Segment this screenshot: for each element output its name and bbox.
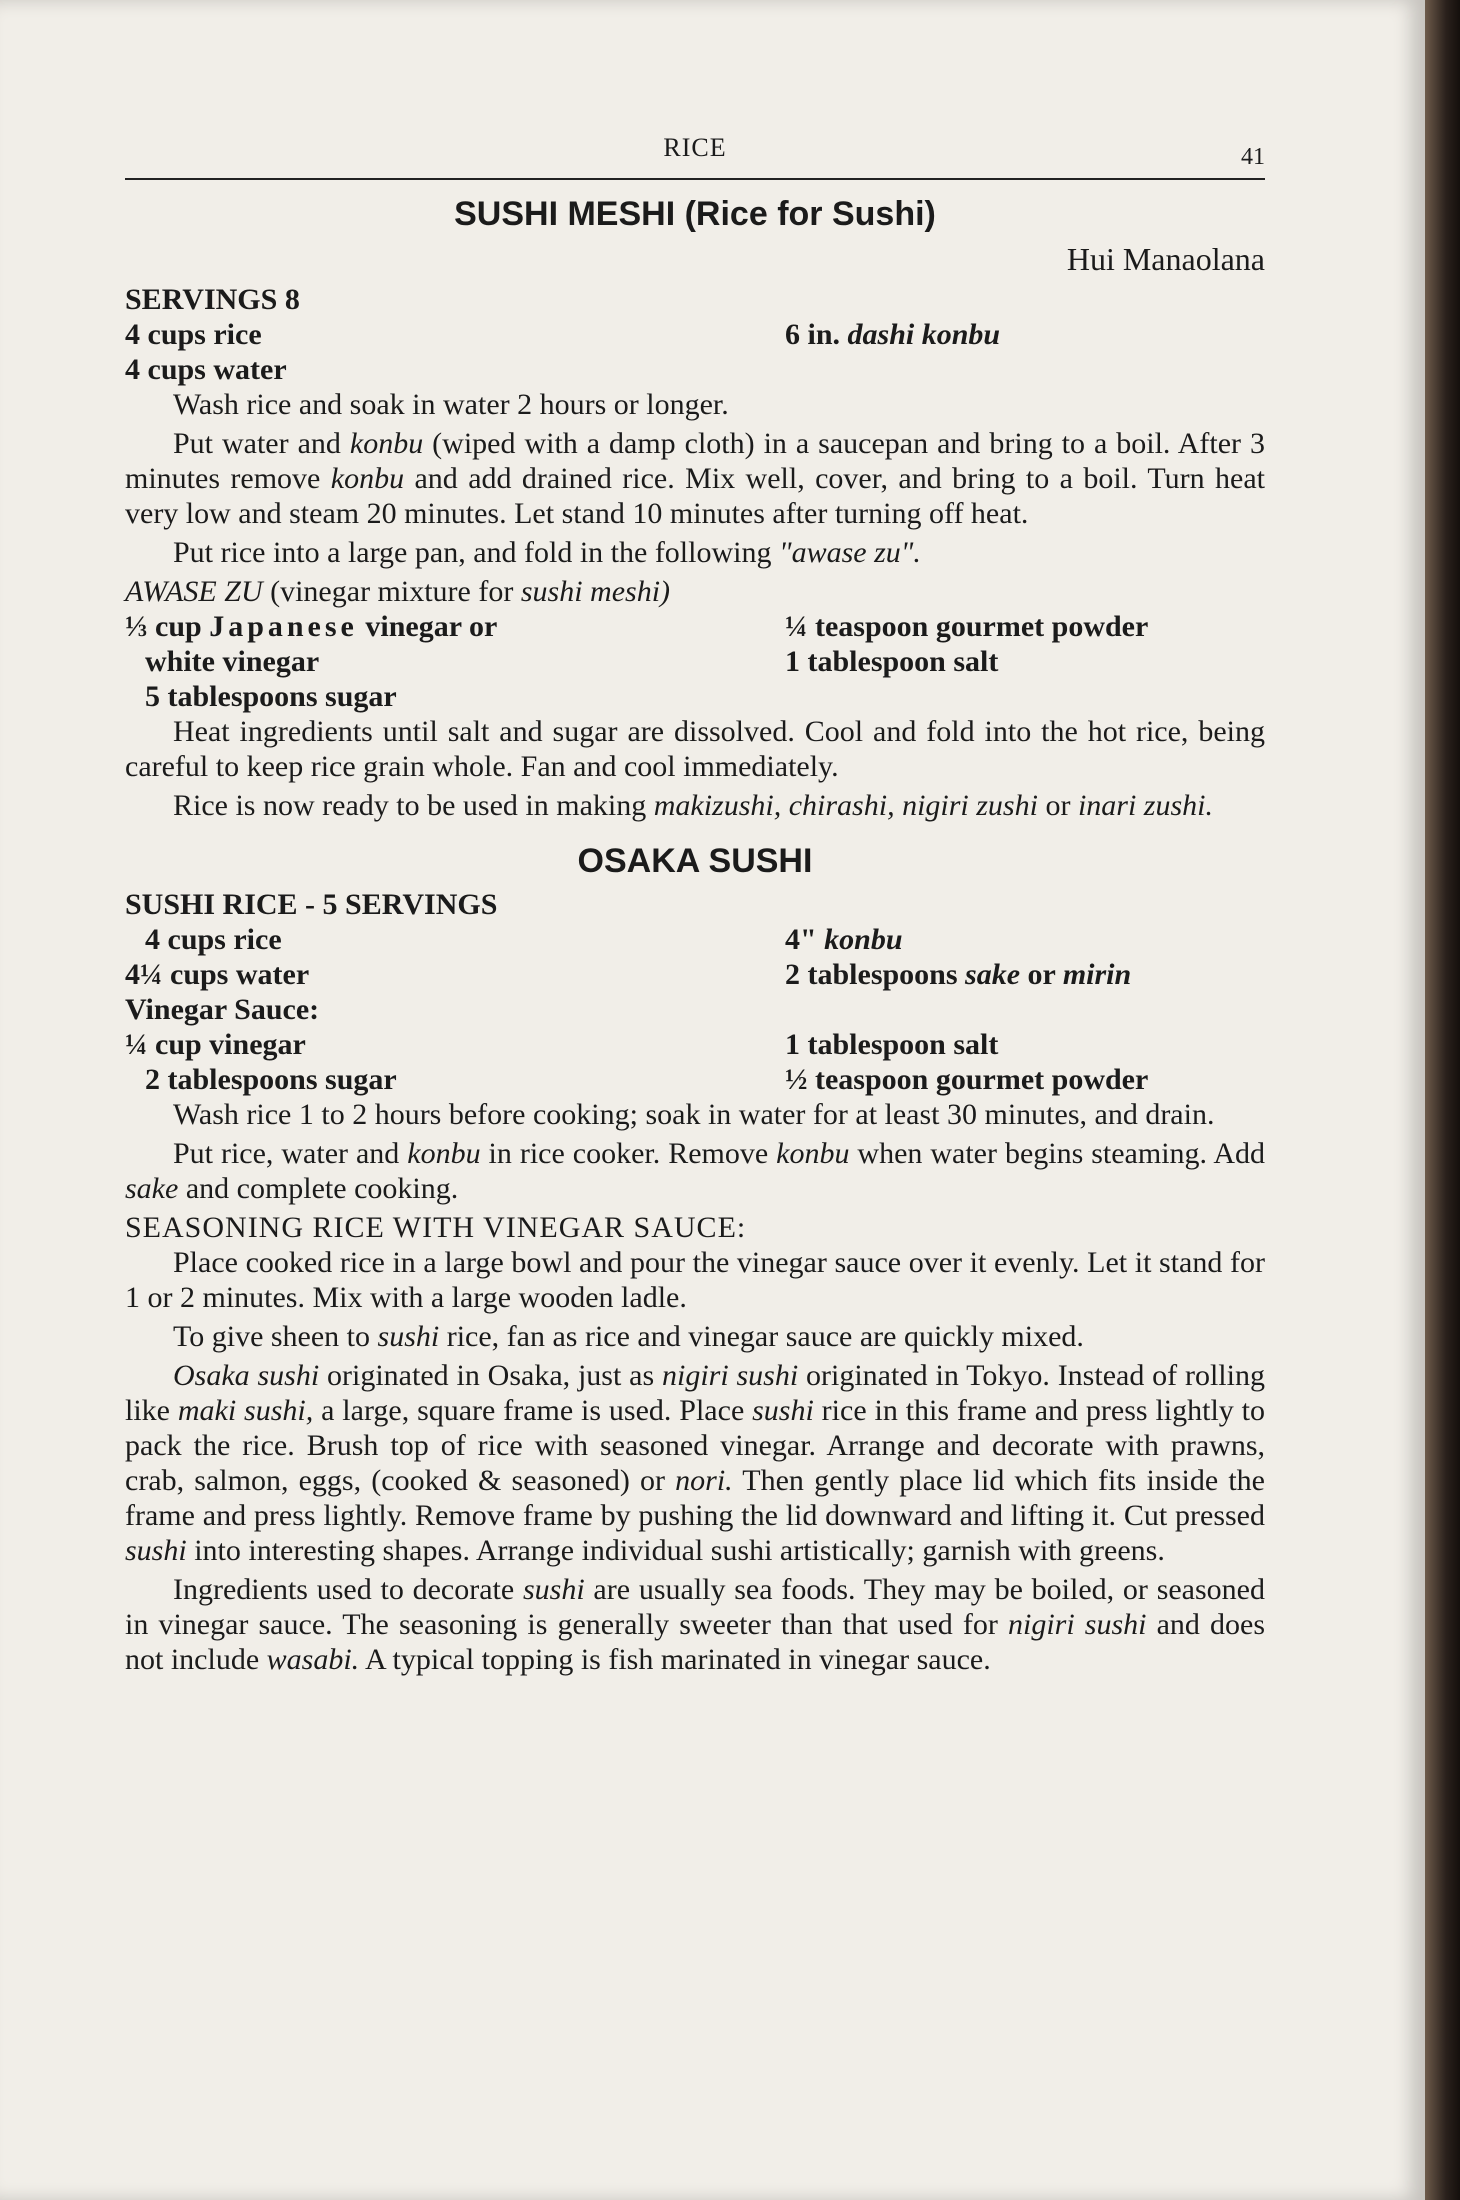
running-header <box>125 130 1265 172</box>
osaka-ingredients <box>125 887 1265 1097</box>
page-number: 41 <box>1241 144 1265 170</box>
instruction-heat: Heat ingredients until salt and sugar are dissolved. Cool and fold into the hot rice, being careful to keep rice grain whole. Fan and cool immediately. <box>125 715 1265 783</box>
seasoning-heading: SEASONING RICE WITH VINEGAR SAUCE: <box>125 1211 747 1244</box>
osaka-instruction-season: Place cooked rice in a large bowl and pour the vinegar sauce over it evenly. Let it stand for 1 or 2 minutes. Mix with a large wooden ladle. <box>125 1246 1265 1314</box>
osaka-ingredient-gourmet: ½ teaspoon gourmet powder <box>785 1063 1149 1096</box>
header-rule <box>125 178 1265 180</box>
awase-ingredients <box>125 609 1265 714</box>
servings-label: SERVINGS 8 <box>125 283 300 316</box>
instruction-fold: Put rice into a large pan, and fold in the following "awase zu". <box>173 536 921 569</box>
ingredient-rice: 4 cups rice <box>125 318 262 351</box>
osaka-ingredient-vinegar: ¼ cup vinegar <box>125 1028 306 1061</box>
instruction-soak: Wash rice and soak in water 2 hours or longer. <box>173 388 729 421</box>
osaka-ingredient-sugar: 2 tablespoons sugar <box>145 1063 397 1096</box>
osaka-ingredient-rice: 4 cups rice <box>145 923 282 956</box>
ingredient-sugar: 5 tablespoons sugar <box>145 680 397 713</box>
osaka-ingredient-konbu: 4" konbu <box>785 923 903 956</box>
page-content <box>125 130 1265 1681</box>
ingredients-block <box>125 282 1265 387</box>
instruction-boil: Put water and konbu (wiped with a damp cloth) in a saucepan and bring to a boil. After 3 minutes remove konbu and add drained rice. Mix well, cover, and bring to a boil. Turn heat very low and steam 20 minutes. Let stand 10 minutes after turning off heat. <box>125 427 1265 530</box>
osaka-instruction-cook: Put rice, water and konbu in rice cooker. Remove konbu when water begins steaming. Add sake and complete cooking. <box>125 1137 1266 1205</box>
book-spine-edge <box>1425 0 1460 2200</box>
running-title: RICE <box>663 133 727 162</box>
ingredient-gourmet-powder: ¼ teaspoon gourmet powder <box>785 610 1149 643</box>
osaka-instruction-wash: Wash rice 1 to 2 hours before cooking; soak in water for at least 30 minutes, and drain. <box>173 1098 1215 1131</box>
recipe-title-osaka-sushi: OSAKA SUSHI <box>577 842 813 880</box>
awase-zu-heading: AWASE ZU (vinegar mixture for sushi meshi) <box>125 575 671 608</box>
ingredient-white-vinegar: white vinegar <box>145 645 320 678</box>
instruction-ready: Rice is now ready to be used in making makizushi, chirashi, nigiri zushi or inari zushi. <box>173 789 1213 822</box>
osaka-servings: SUSHI RICE - 5 SERVINGS <box>125 888 498 921</box>
recipe-title-sushi-meshi: SUSHI MESHI (Rice for Sushi) <box>454 195 936 233</box>
osaka-decoration-note: Ingredients used to decorate sushi are usually sea foods. They may be boiled, or seasoned in vinegar sauce. The seasoning is generally sweeter than that used for nigiri sushi and does not include wasabi. A typical topping is fish marinated in vinegar sauce. <box>125 1573 1265 1676</box>
osaka-description: Osaka sushi originated in Osaka, just as nigiri sushi originated in Tokyo. Instead of rolling like maki sushi, a large, square frame is used. Place sushi rice in this frame and press lightly to pack the rice. Brush top of rice with seasoned vinegar. Arrange and decorate with prawns, crab, salmon, eggs, (cooked & seasoned) or nori. Then gently place lid which fits inside the frame and press lightly. Remove frame by pushing the lid downward and lifting it. Cut pressed sushi into interesting shapes. Arrange individual sushi artistically; garnish with greens. <box>125 1359 1265 1567</box>
osaka-instruction-sheen: To give sheen to sushi rice, fan as rice and vinegar sauce are quickly mixed. <box>173 1320 1084 1353</box>
ingredient-water: 4 cups water <box>125 353 287 386</box>
ingredient-vinegar: ⅓ cup Japanese vinegar or <box>125 610 498 643</box>
osaka-vinegar-sauce-label: Vinegar Sauce: <box>125 993 320 1026</box>
ingredient-salt: 1 tablespoon salt <box>785 645 999 678</box>
recipe-source: Hui Manaolana <box>1066 241 1265 277</box>
ingredient-konbu: 6 in. dashi konbu <box>785 318 1001 351</box>
osaka-ingredient-water: 4¼ cups water <box>125 958 310 991</box>
osaka-ingredient-sake: 2 tablespoons sake or mirin <box>785 958 1132 991</box>
osaka-ingredient-salt: 1 tablespoon salt <box>785 1028 999 1061</box>
